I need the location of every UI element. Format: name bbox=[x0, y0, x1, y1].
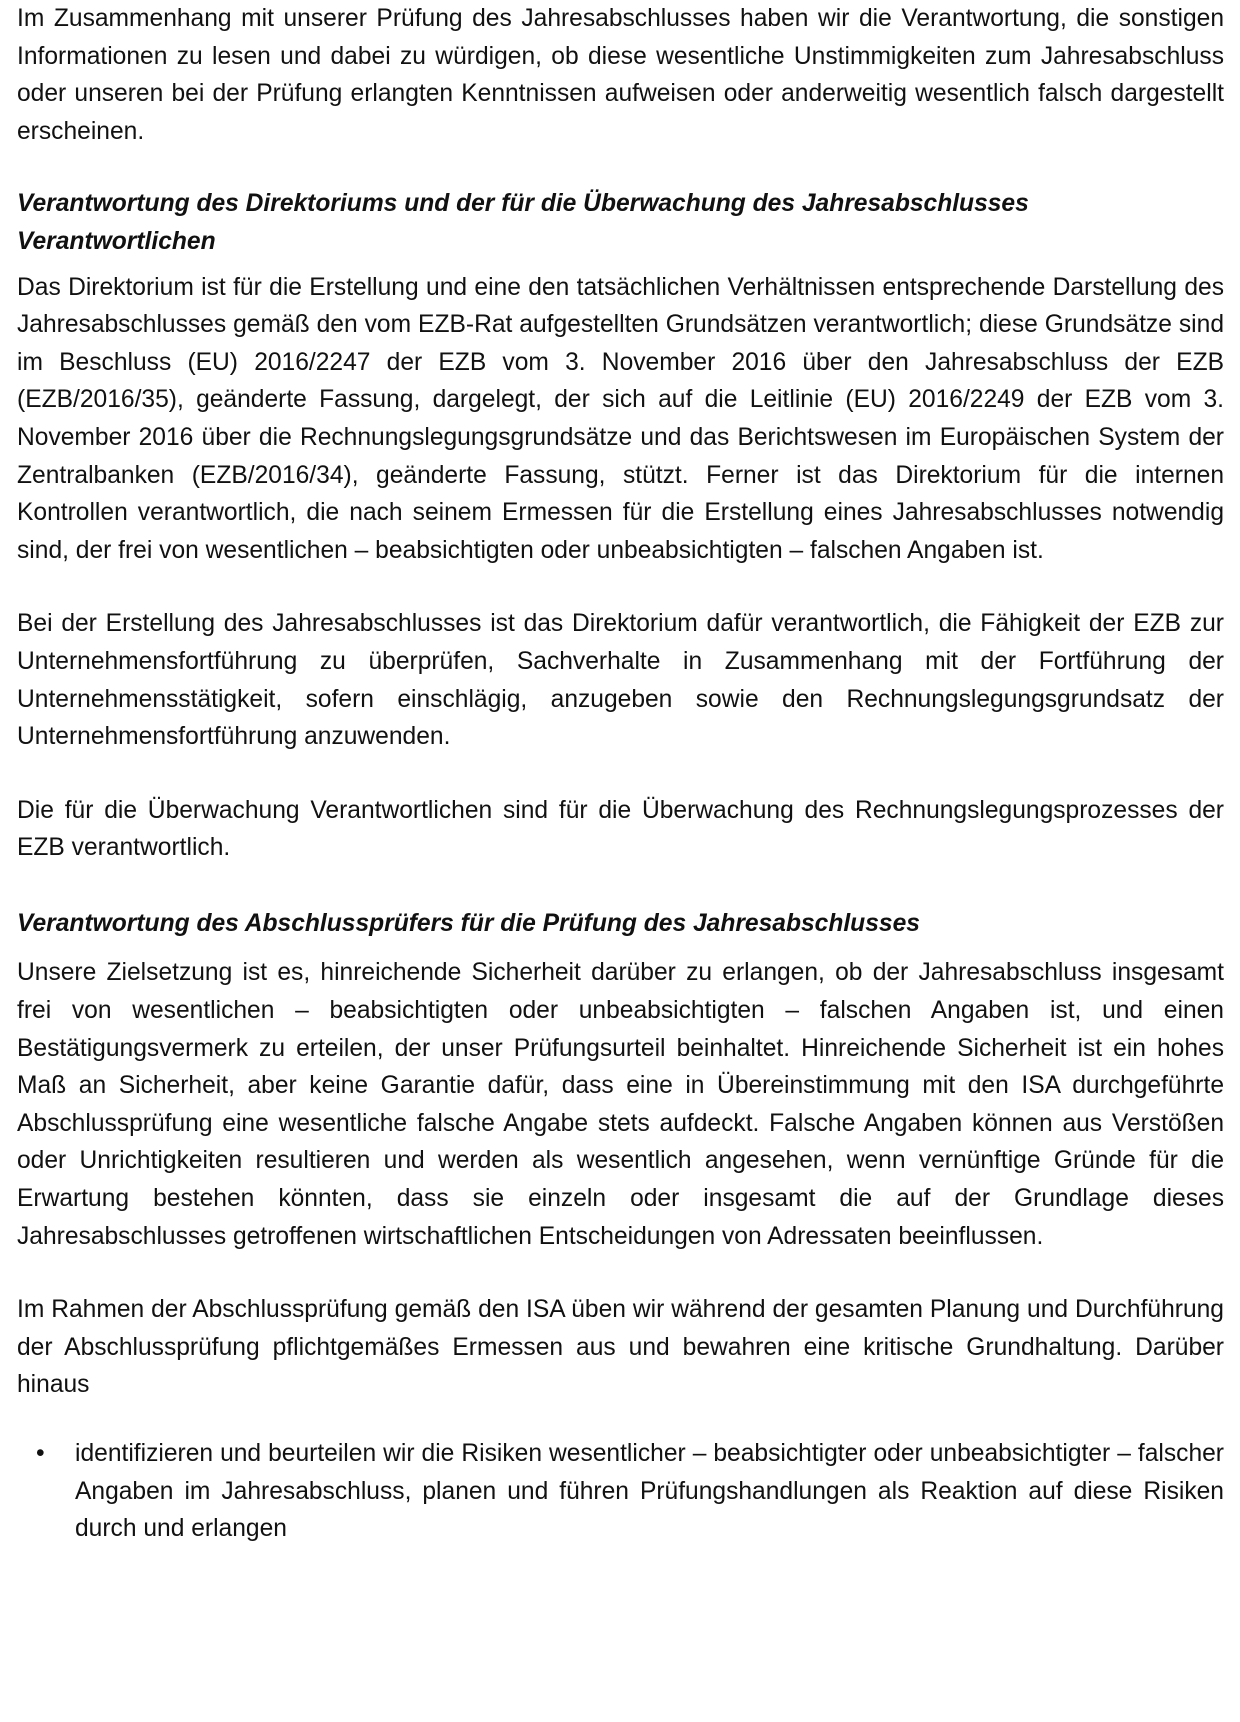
bullet-list bbox=[17, 1435, 1224, 1548]
paragraph-going-concern: Bei der Erstellung des Jahresabschlusses ist das Direktorium dafür verantwortlich, die Fähigkeit der EZB zur Unternehmensfortführung zu überprüfen, Sachverhalte in Zusammenhang mit der Fortführung der Unternehmensstätigkeit, sofern einschlägig, anzugeben sowie den Rechnungslegungsgrundsatz der Unternehmensfortführung anzuwenden. bbox=[17, 610, 1224, 751]
bullet-icon: • bbox=[36, 1440, 45, 1467]
paragraph-audit-objective: Unsere Zielsetzung ist es, hinreichende Sicherheit darüber zu erlangen, ob der Jahresabschluss insgesamt frei von wesentlichen – beabsichtigten oder unbeabsichtigten – falschen Angaben ist, und einen Bestätigungsvermerk zu erteilen, der unser Prüfungsurteil beinhaltet. Hinreichende Sicherheit ist ein hohes Maß an Sicherheit, aber keine Garantie dafür, dass eine in Übereinstimmung mit den ISA durchgeführte Abschlussprüfung eine wesentliche falsche Angabe stets aufdeckt. Falsche Angaben können aus Verstößen oder Unrichtigkeiten resultieren und werden als wesentlich angesehen, wenn vernünftige Gründe für die Erwartung bestehen könnten, dass sie einzeln oder insgesamt die auf der Grundlage dieses Jahresabschlusses getroffenen wirtschaftlichen Entscheidungen von Adressaten beeinflussen. bbox=[17, 959, 1224, 1250]
heading-auditor-responsibility: Verantwortung des Abschlussprüfers für die Prüfung des Jahresabschlusses bbox=[17, 909, 920, 937]
paragraph-professional-judgement: Im Rahmen der Abschlussprüfung gemäß den ISA üben wir während der gesamten Planung und Durchführung der Abschlussprüfung pflichtgemäßes Ermessen aus und bewahren eine kritische Grundhaltung. Darüber hinaus bbox=[17, 1296, 1224, 1399]
list-item-text: identifizieren und beurteilen wir die Risiken wesentlicher – beabsichtigter oder unbeabsichtigter – falscher Angaben im Jahresabschluss, planen und führen Prüfungshandlungen als Reaktion auf diese Risiken durch und erlangen bbox=[75, 1440, 1224, 1543]
heading-directorate-responsibility: Verantwortung des Direktoriums und der für die Überwachung des Jahresabschlusses Verantwortlichen bbox=[17, 190, 1029, 255]
paragraph-oversight: Die für die Überwachung Verantwortlichen sind für die Überwachung des Rechnungslegungsprozesses der EZB verantwortlich. bbox=[17, 796, 1224, 862]
list-item bbox=[17, 1435, 1224, 1548]
paragraph-directorate-preparation: Das Direktorium ist für die Erstellung und eine den tatsächlichen Verhältnissen entsprechende Darstellung des Jahresabschlusses gemäß den vom EZB-Rat aufgestellten Grundsätzen verantwortlich; diese Grundsätze sind im Beschluss (EU) 2016/2247 der EZB vom 3. November 2016 über den Jahresabschluss der EZB (EZB/2016/35), geänderte Fassung, dargelegt, der sich auf die Leitlinie (EU) 2016/2249 der EZB vom 3. November 2016 über die Rechnungslegungsgrundsätze und das Berichtswesen im Europäischen System der Zentralbanken (EZB/2016/34), geänderte Fassung, stützt. Ferner ist das Direktorium für die internen Kontrollen verantwortlich, die nach seinem Ermessen für die Erstellung eines Jahresabschlusses notwendig sind, der frei von wesentlichen – beabsichtigten oder unbeabsichtigten – falschen Angaben ist. bbox=[17, 273, 1224, 564]
document-page bbox=[17, 0, 1224, 1548]
paragraph-other-information: Im Zusammenhang mit unserer Prüfung des Jahresabschlusses haben wir die Verantwortung, die sonstigen Informationen zu lesen und dabei zu würdigen, ob diese wesentliche Unstimmigkeiten zum Jahresabschluss oder unseren bei der Prüfung erlangten Kenntnissen aufweisen oder anderweitig wesentlich falsch dargestellt erscheinen. bbox=[17, 5, 1224, 145]
